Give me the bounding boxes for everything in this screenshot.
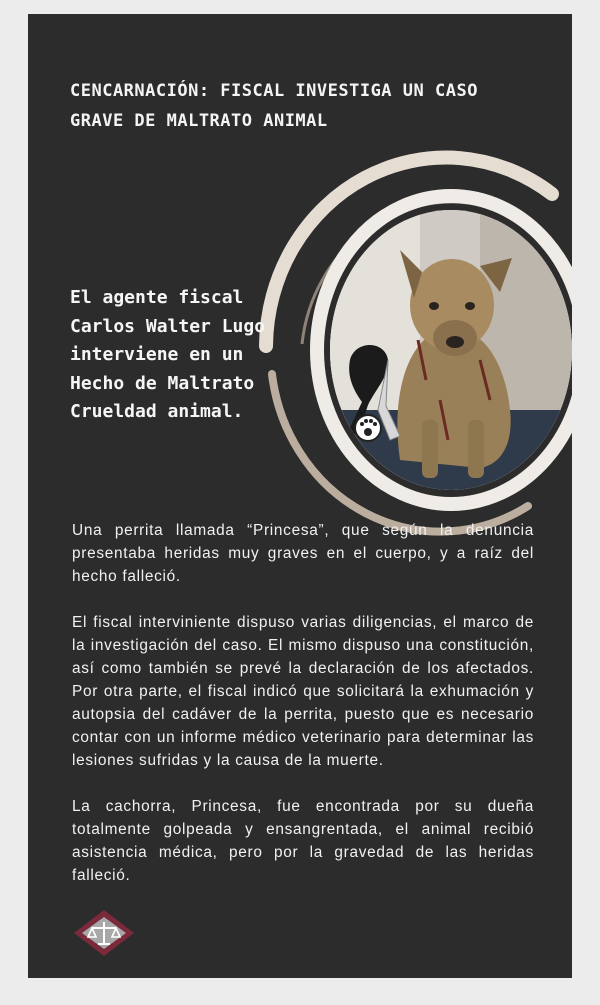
paragraph: Una perrita llamada “Princesa”, que según la denuncia presentaba heridas muy graves en el cuerpo, y a raíz del hecho falleció.: [72, 522, 534, 585]
dog-illustration: [330, 210, 572, 490]
subhead-line: Crueldad animal.: [70, 401, 244, 422]
scales-of-justice-diamond-logo: [72, 908, 136, 958]
paragraph: El fiscal interviniente dispuso varias diligencias, el marco de la investigación del caso. El mismo dispuso una constitución, así como también se prevé la declaración de los afectados. Por otra parte, el fiscal indicó que solicitará la exhumación y autopsia del cadáver de la perrita, puesto que es necesario contar con un informe médico veterinario para determinar las lesiones sufridas y la causa de la muerte.: [72, 614, 534, 769]
headline: CENCARNACIÓN: FISCAL INVESTIGA UN CASO GRAVE DE MALTRATO ANIMAL: [70, 81, 478, 131]
dog-photo: [330, 210, 572, 490]
article-card: [28, 14, 572, 978]
article-body: [72, 519, 534, 910]
subhead-line: El agente fiscal: [70, 287, 244, 308]
subhead-line: Carlos Walter Lugo: [70, 315, 266, 337]
subheadline: [70, 284, 300, 427]
paragraph: La cachorra, Princesa, fue encontrada por su dueña totalmente golpeada y ensangrentada, el animal recibió asistencia médica, pero por la gravedad de las heridas falleció.: [72, 798, 534, 884]
subhead-line: interviene en un: [70, 344, 244, 365]
subhead-line: Hecho de Maltrato: [70, 372, 255, 394]
